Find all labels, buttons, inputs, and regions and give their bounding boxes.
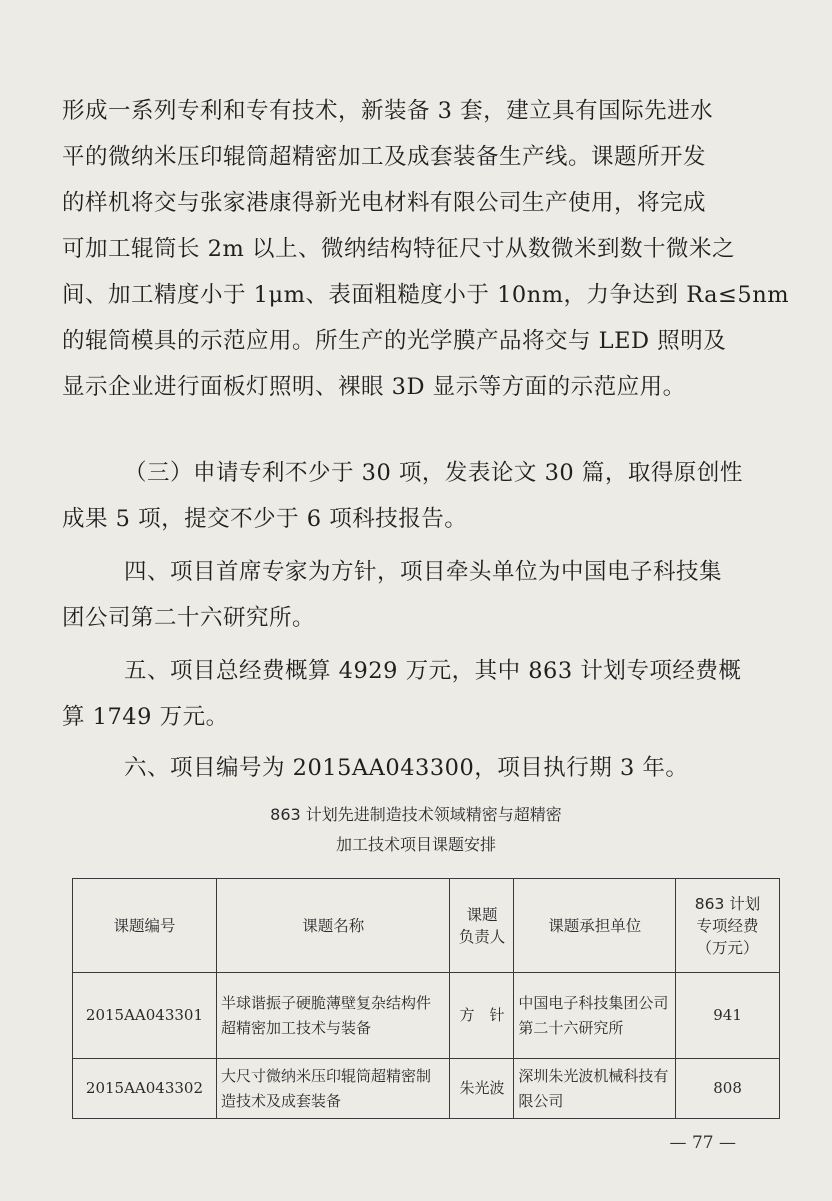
table-title-line-1: 863 计划先进制造技术领域精密与超精密 [270,805,562,824]
body-line-2: 平的微纳米压印辊筒超精密加工及成套装备生产线。课题所开发 [62,144,707,170]
body-paragraph [62,88,790,410]
item-6-paragraph [62,745,782,791]
row-1-funding: 941 [676,973,780,1059]
row-2-funding: 808 [676,1059,780,1119]
body-line-1: 形成一系列专利和专有技术，新装备 3 套，建立具有国际先进水 [62,98,714,124]
table-header-row [73,879,780,973]
body-line-6: 的辊筒模具的示范应用。所生产的光学膜产品将交与 LED 照明及 [62,328,727,354]
header-name: 课题名称 [216,879,450,973]
item-4-paragraph [62,549,782,641]
row-1-unit: 中国电子科技集团公司第二十六研究所 [514,973,676,1059]
header-leader: 课题 负责人 [450,879,514,973]
body-line-7: 显示企业进行面板灯照明、裸眼 3D 显示等方面的示范应用。 [62,374,686,400]
body-line-5: 间、加工精度小于 1μm、表面粗糙度小于 10nm，力争达到 Ra≤5nm [62,282,790,308]
project-table [72,878,780,1119]
item-6-line-1: 六、项目编号为 2015AA043300，项目执行期 3 年。 [124,755,689,781]
item-4-line-1: 四、项目首席专家为方针，项目牵头单位为中国电子科技集 [124,559,723,585]
row-1-name: 半球谐振子硬脆薄壁复杂结构件超精密加工技术与装备 [216,973,450,1059]
row-1-id: 2015AA043301 [73,973,217,1059]
table-title-line-2: 加工技术项目课题安排 [335,835,496,854]
item-3-paragraph [62,450,782,542]
header-id: 课题编号 [73,879,217,973]
item-5-line-1: 五、项目总经费概算 4929 万元，其中 863 计划专项经费概 [124,658,742,684]
row-2-unit: 深圳朱光波机械科技有限公司 [514,1059,676,1119]
table-title [0,800,832,860]
item-5-paragraph [62,648,782,740]
body-line-4: 可加工辊筒长 2m 以上、微纳结构特征尺寸从数微米到数十微米之 [62,236,735,262]
row-2-leader: 朱光波 [450,1059,514,1119]
header-funding: 863 计划 专项经费 （万元） [676,879,780,973]
page-number: — 77 — [669,1133,736,1153]
item-3-line-1: （三）申请专利不少于 30 项，发表论文 30 篇，取得原创性 [124,460,743,486]
item-4-line-2: 团公司第二十六研究所。 [62,605,316,631]
body-line-3: 的样机将交与张家港康得新光电材料有限公司生产使用，将完成 [62,190,707,216]
item-5-line-2: 算 1749 万元。 [62,704,229,730]
table-row [73,1059,780,1119]
row-1-leader: 方 针 [450,973,514,1059]
row-2-id: 2015AA043302 [73,1059,217,1119]
table-row [73,973,780,1059]
row-2-name: 大尺寸微纳米压印辊筒超精密制造技术及成套装备 [216,1059,450,1119]
header-unit: 课题承担单位 [514,879,676,973]
item-3-line-2: 成果 5 项，提交不少于 6 项科技报告。 [62,506,468,532]
